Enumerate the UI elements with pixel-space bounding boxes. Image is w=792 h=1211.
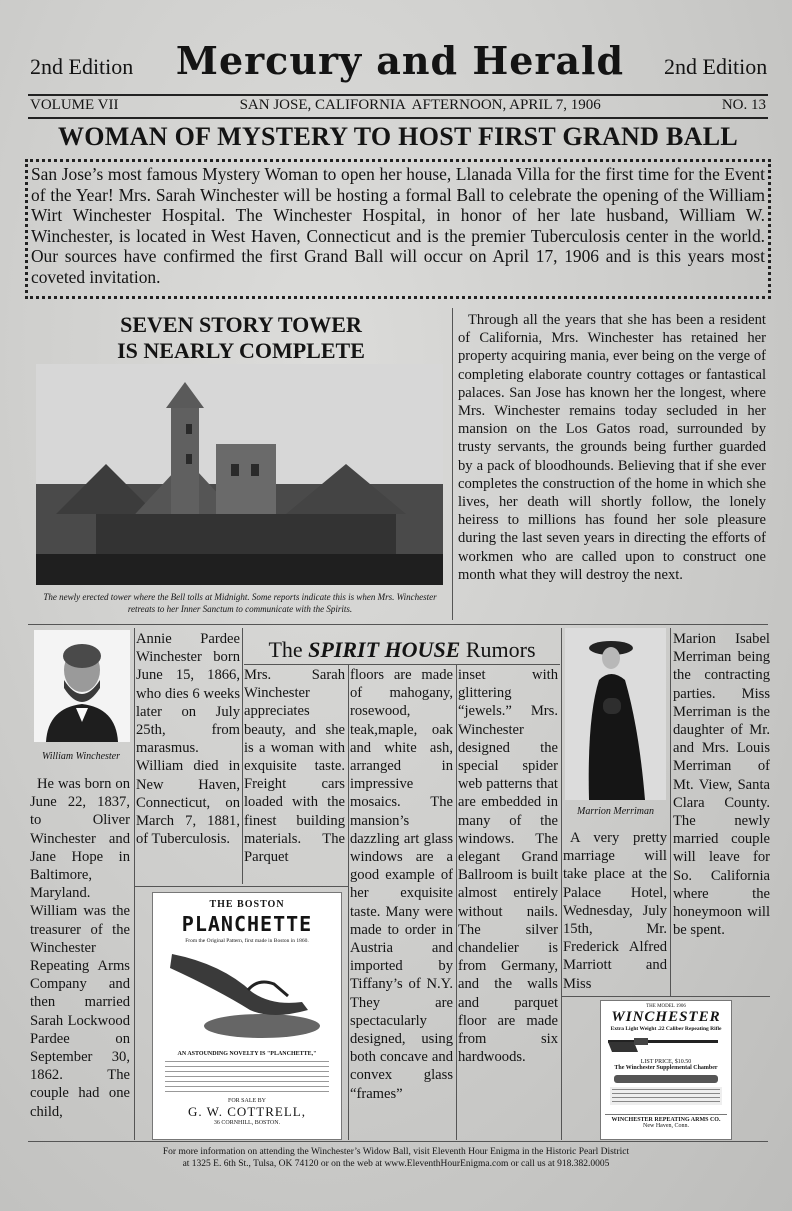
- dateline: [30, 97, 766, 114]
- spirit-title-emphasis: SPIRIT HOUSE: [308, 637, 461, 662]
- ad-rule: [134, 886, 348, 887]
- planchette-ad: [152, 892, 342, 1140]
- rifle-ad-brand: WINCHESTER: [611, 1009, 721, 1025]
- edition-label-left: 2nd Edition: [30, 54, 134, 79]
- column-divider: [452, 308, 453, 620]
- spirit-title-rule: [244, 664, 560, 665]
- column-divider: [561, 628, 562, 1140]
- volume-label: VOLUME VII: [30, 97, 119, 113]
- column-divider: [670, 628, 671, 996]
- tower-subhead: [36, 312, 446, 364]
- marriage-article: A very pretty marriage will take place at the Palace Hotel, Wednesday, July 15th, Mr. Frederick Alfred Marriott and Miss: [563, 830, 667, 992]
- rifle-ad-chamber: The Winchester Supplemental Chamber: [614, 1065, 718, 1071]
- edition-label-right: 2nd Edition: [664, 54, 768, 79]
- planchette-ad-subtitle: From the Original Pattern, first made in Boston in 1860.: [185, 938, 309, 944]
- merriman-portrait: [565, 628, 666, 800]
- planchette-ad-top: THE BOSTON: [209, 899, 285, 910]
- planchette-hand-illustration: [162, 944, 332, 1044]
- spirit-column-1: Mrs. Sarah Winchester appreciates beauty, and she is a woman with exquisite taste. Freight cars loaded with the finest building materials. The Parquet: [244, 667, 345, 866]
- ad-rule: [562, 996, 770, 997]
- cartridge-illustration: [604, 1071, 728, 1107]
- column-divider: [134, 628, 135, 1140]
- spirit-column-3: inset with glittering “jewels.” Mrs. Winchester designed the special spider web patterns that are embedded in many of the windows. The elegant Grand Ballroom is built almost entirely without nails. The silver chandelier is from Germany, and the walls and parquet floor are made from six hardwoods.: [458, 667, 558, 1066]
- footer: [60, 1146, 732, 1170]
- winchester-rifle-ad: [600, 1000, 732, 1140]
- place-date-label: SAN JOSE, CALIFORNIA AFTERNOON, APRIL 7, 1906: [239, 97, 601, 113]
- rifle-ad-price: LIST PRICE, $10.50: [640, 1059, 692, 1065]
- section-rule: [28, 624, 768, 625]
- tower-subhead-line1: SEVEN STORY TOWER: [120, 312, 362, 337]
- spirit-title-prefix: The: [268, 637, 303, 662]
- lead-article: San Jose’s most famous Mystery Woman to open her house, Llanada Villa for the first time for the Event of the Year! Mrs. Sarah Winchester will be hosting a formal Ball to celebrate the opening of the William Wirt Winchester Hospital. The Winchester Hospital, in honor of her late husband, William W. Winchester, is located in West Haven, Connecticut and is the premier Tuberculosis center in the world. Our sources have confirmed the first Grand Ball will occur on April 17, 1906 and is this years most coveted invitation.: [25, 159, 771, 299]
- planchette-ad-address: 36 CORNHILL, BOSTON.: [213, 1120, 281, 1126]
- rifle-ad-subtitle: Extra Light Weight .22 Caliber Repeating Rifle: [610, 1026, 722, 1032]
- planchette-ad-novelty: AN ASTOUNDING NOVELTY IS "PLANCHETTE,": [177, 1051, 317, 1057]
- william-bio-continued: Annie Pardee Winchester born June 15, 1866, who dies 6 weeks later on July 25th, from marasmus. William died in New Haven, Connecticut, on March 7, 1881, of Tuberculosis.: [136, 631, 240, 848]
- planchette-ad-seller: G. W. COTTRELL,: [188, 1104, 306, 1119]
- william-portrait: [34, 630, 130, 742]
- tower-subhead-line2: IS NEARLY COMPLETE: [117, 338, 365, 363]
- planchette-ad-title: PLANCHETTE: [181, 912, 313, 936]
- right-article: Through all the years that she has been a resident of California, Mrs. Winchester has retained her property acquiring mania, ever being on the verge of completing elaborate country cottages or fantastical palaces. San Jose has known her the longest, where Mrs. Winchester remains today secluded in her mansion on the Los Gatos road, surrounded by trusty servants, the grounds being further guarded by a pack of bloodhounds. Believing that if she ever completes the construction of the home in which she lives, her death will shortly follow, the lonely heiress to millions has found her sole pleasure during the last seven years in directing the efforts of workmen who are called upon to construct one month what they will destroy the next.: [458, 312, 766, 583]
- marriage-article-continued: Marion Isabel Merriman being the contracting parties. Miss Merriman is the daughter of Mr. and Mrs. Louis Merriman of Mt. View, Santa Clara County. The newly married couple will leave for So. California where the honeymoon will be spent.: [673, 631, 770, 939]
- issue-number: NO. 13: [721, 97, 766, 113]
- main-headline: WOMAN OF MYSTERY TO HOST FIRST GRAND BALL: [57, 122, 739, 151]
- rifle-ad-city: New Haven, Conn.: [643, 1123, 689, 1129]
- planchette-ad-price-list: [165, 1061, 329, 1093]
- spirit-house-title: [244, 637, 560, 663]
- column-divider: [348, 664, 349, 1140]
- footer-rule: [28, 1141, 768, 1142]
- spirit-title-suffix: Rumors: [465, 637, 536, 662]
- rifle-illustration: [604, 1032, 728, 1054]
- tower-photo: [36, 364, 443, 585]
- masthead-rule-bottom: [28, 117, 768, 119]
- footer-line-1: For more information on attending the Winchester’s Widow Ball, visit Eleventh Hour Enigma in the Historic Pearl District: [162, 1147, 630, 1157]
- rifle-ad-model: THE MODEL 1906: [646, 1004, 686, 1009]
- tower-photo-caption: The newly erected tower where the Bell tolls at Midnight. Some reports indicate this is when Mrs. Winchester retreats to her Inner Sanctum to communicate with the Spirits.: [43, 592, 437, 614]
- merriman-caption: Marrion Merriman: [577, 806, 654, 817]
- william-bio: He was born on June 22, 1837, to Oliver Winchester and Jane Hope in Baltimore, Maryland. William was the treasurer of the Winchester Repeating Arms Company and then married Sarah Lockwood Pardee on September 30, 1862. The couple had one child,: [30, 776, 130, 1120]
- william-caption: William Winchester: [41, 751, 121, 762]
- spirit-column-2: floors are made of mahogany, rosewood, teak,maple, oak and white ash, arranged in impressive mosaics. The mansion’s dazzling art glass windows are a good example of her exquisite taste. Many were made to order in Austria and imported by Tiffany’s of N.Y. They are spectacularly designed, using both concave and convex glass “frames”: [350, 667, 453, 1102]
- footer-line-2: at 1325 E. 6th St., Tulsa, OK 74120 or on the web at www.EleventhHourEnigma.com or call us at 918.382.0005: [182, 1159, 610, 1169]
- newspaper-masthead: Mercury and Herald: [175, 38, 625, 83]
- planchette-ad-sale: FOR SALE BY: [227, 1098, 266, 1104]
- rifle-ad-company: WINCHESTER REPEATING ARMS CO.: [605, 1114, 727, 1123]
- column-divider: [456, 664, 457, 1140]
- column-divider: [242, 628, 243, 884]
- masthead-rule-top: [28, 94, 768, 96]
